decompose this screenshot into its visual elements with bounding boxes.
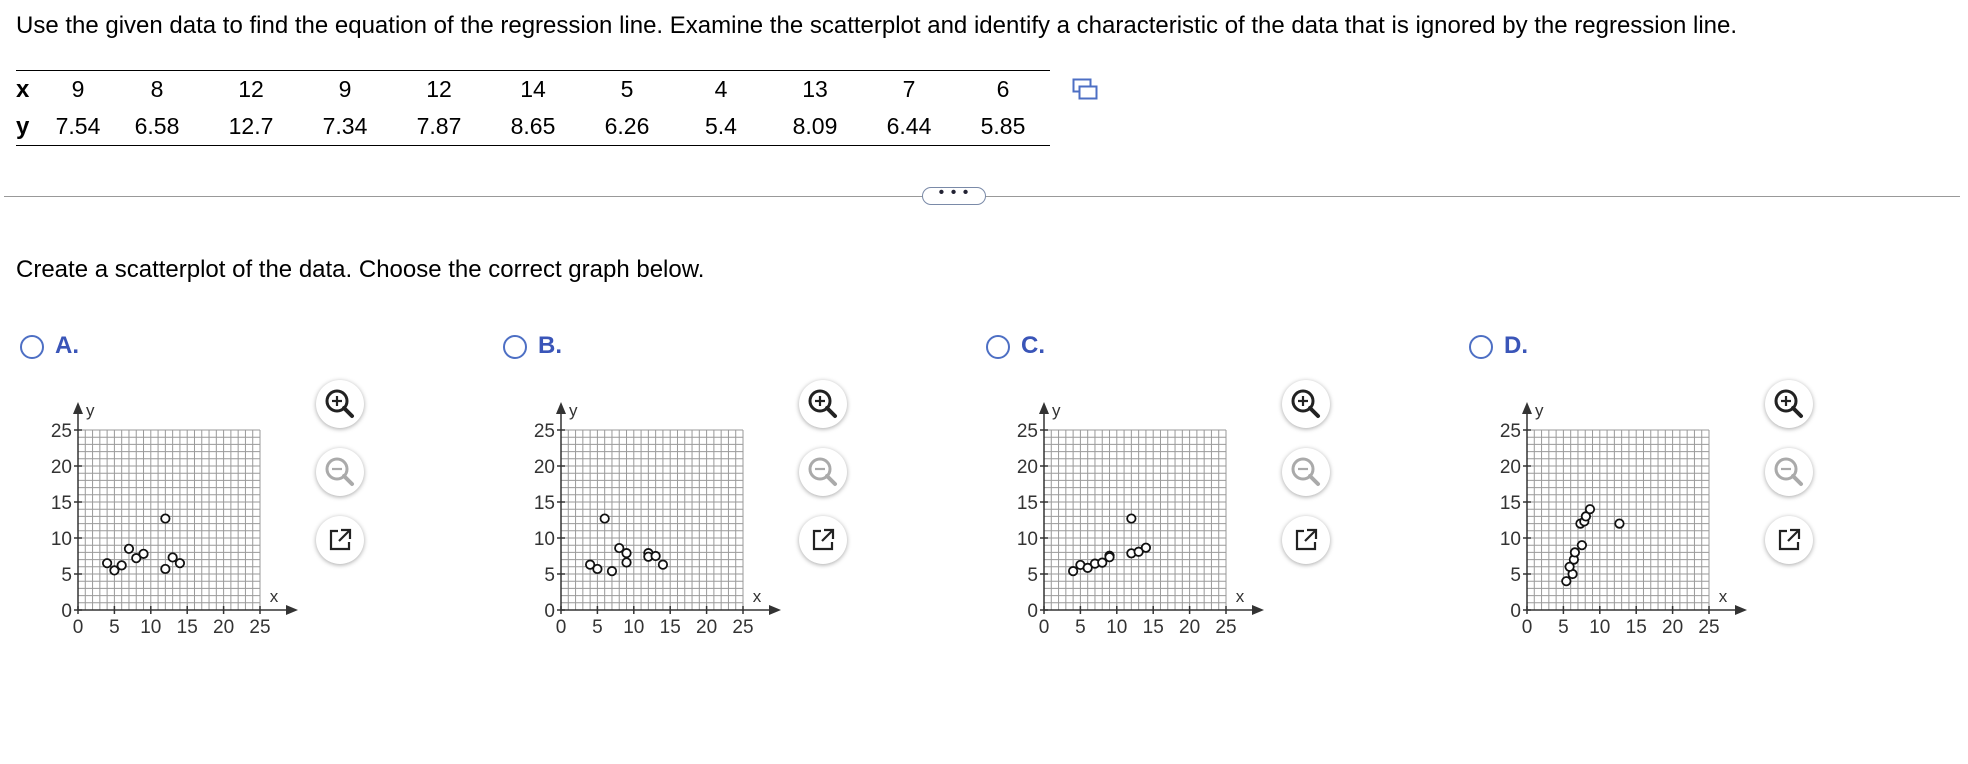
x-tick-label: 5 bbox=[1075, 617, 1086, 638]
cell-x: 9 bbox=[338, 76, 352, 102]
zoom-in-icon bbox=[799, 380, 847, 428]
option-a-zoom-out-button[interactable] bbox=[316, 448, 364, 496]
x-axis-arrow bbox=[1252, 605, 1264, 615]
cell-x: 6 bbox=[996, 76, 1010, 102]
option-a-popout-button[interactable] bbox=[316, 516, 364, 564]
zoom-in-icon bbox=[316, 380, 364, 428]
cell-x: 9 bbox=[71, 76, 85, 102]
y-tick-label: 5 bbox=[544, 565, 555, 586]
option-d-zoom-out-button[interactable] bbox=[1765, 448, 1813, 496]
x-tick-label: 20 bbox=[1662, 617, 1684, 638]
option-b-popout-button[interactable] bbox=[799, 516, 847, 564]
data-point bbox=[125, 545, 133, 553]
y-tick-label: 25 bbox=[533, 421, 555, 442]
cell-y: 5.4 bbox=[705, 113, 737, 139]
option-c-zoom-in-button[interactable] bbox=[1282, 380, 1330, 428]
y-axis-arrow bbox=[1522, 402, 1532, 414]
y-tick-label: 10 bbox=[1499, 529, 1521, 550]
x-tick-label: 15 bbox=[176, 617, 198, 638]
option-d bbox=[1465, 330, 1945, 650]
y-tick-label: 0 bbox=[61, 601, 72, 622]
copy-table-icon[interactable] bbox=[1072, 78, 1098, 100]
cell-y: 7.34 bbox=[322, 113, 368, 139]
popout-icon bbox=[1282, 516, 1330, 564]
y-tick-label: 0 bbox=[544, 601, 555, 622]
option-a-scatterplot bbox=[16, 374, 316, 638]
row-label-y: y bbox=[16, 112, 30, 140]
x-tick-label: 15 bbox=[1142, 617, 1164, 638]
data-point bbox=[1586, 505, 1594, 513]
option-d-zoom-in-button[interactable] bbox=[1765, 380, 1813, 428]
cell-x: 14 bbox=[520, 76, 546, 102]
x-tick-label: 5 bbox=[109, 617, 120, 638]
data-point bbox=[117, 561, 125, 569]
x-tick-label: 20 bbox=[1179, 617, 1201, 638]
x-axis-label: x bbox=[1718, 587, 1728, 606]
option-b bbox=[499, 330, 979, 650]
y-tick-label: 5 bbox=[1510, 565, 1521, 586]
x-tick-label: 10 bbox=[623, 617, 645, 638]
table-row-y bbox=[16, 108, 1050, 146]
popout-icon bbox=[1765, 516, 1813, 564]
data-point bbox=[608, 567, 616, 575]
y-axis-arrow bbox=[556, 402, 566, 414]
x-tick-label: 25 bbox=[1215, 617, 1237, 638]
cell-y: 6.58 bbox=[134, 113, 180, 139]
x-tick-label: 10 bbox=[1106, 617, 1128, 638]
y-tick-label: 10 bbox=[533, 529, 555, 550]
zoom-out-icon bbox=[1282, 448, 1330, 496]
x-tick-label: 20 bbox=[213, 617, 235, 638]
cell-y: 7.87 bbox=[416, 113, 462, 139]
x-axis-arrow bbox=[769, 605, 781, 615]
expand-more-button[interactable]: • • • bbox=[922, 187, 986, 205]
data-point bbox=[168, 553, 176, 561]
data-point bbox=[622, 549, 630, 557]
instruction-text: Use the given data to find the equation of the regression line. Examine the scatterplot and identify a characteristic of the data that is ignored by the regression line. bbox=[16, 12, 1738, 39]
y-axis-label: y bbox=[1052, 401, 1061, 420]
option-c-scatterplot bbox=[982, 374, 1282, 638]
y-tick-label: 0 bbox=[1027, 601, 1038, 622]
row-label-x: x bbox=[16, 75, 30, 103]
data-point bbox=[1562, 577, 1570, 585]
x-tick-label: 10 bbox=[140, 617, 162, 638]
y-tick-label: 0 bbox=[1510, 601, 1521, 622]
option-b-zoom-out-button[interactable] bbox=[799, 448, 847, 496]
data-point bbox=[651, 552, 659, 560]
x-tick-label: 25 bbox=[249, 617, 271, 638]
x-tick-label: 0 bbox=[1521, 617, 1533, 638]
y-tick-label: 5 bbox=[1027, 565, 1038, 586]
y-tick-label: 25 bbox=[1499, 421, 1521, 442]
popout-icon bbox=[799, 516, 847, 564]
y-tick-label: 20 bbox=[50, 457, 72, 478]
data-point bbox=[1069, 567, 1077, 575]
y-axis-arrow bbox=[1039, 402, 1049, 414]
zoom-out-icon bbox=[799, 448, 847, 496]
x-tick-label: 20 bbox=[696, 617, 718, 638]
x-tick-label: 5 bbox=[1558, 617, 1569, 638]
option-c-popout-button[interactable] bbox=[1282, 516, 1330, 564]
table-row-x bbox=[16, 71, 1050, 109]
x-tick-label: 5 bbox=[592, 617, 603, 638]
data-point bbox=[600, 514, 608, 522]
data-point bbox=[659, 560, 667, 568]
cell-y: 5.85 bbox=[980, 113, 1026, 139]
x-tick-label: 25 bbox=[732, 617, 754, 638]
option-b-zoom-in-button[interactable] bbox=[799, 380, 847, 428]
data-point bbox=[1142, 544, 1150, 552]
zoom-out-icon bbox=[316, 448, 364, 496]
cell-x: 7 bbox=[902, 76, 916, 102]
y-tick-label: 20 bbox=[1499, 457, 1521, 478]
option-b-radio[interactable] bbox=[503, 335, 527, 359]
y-tick-label: 15 bbox=[533, 493, 555, 514]
option-d-scatterplot bbox=[1465, 374, 1765, 638]
data-point bbox=[176, 559, 184, 567]
y-tick-label: 25 bbox=[50, 421, 72, 442]
x-tick-label: 25 bbox=[1698, 617, 1720, 638]
data-point bbox=[593, 565, 601, 573]
option-c-label[interactable]: C. bbox=[1021, 332, 1045, 359]
data-point bbox=[1105, 553, 1113, 561]
cell-y: 7.54 bbox=[55, 113, 101, 139]
y-tick-label: 20 bbox=[1016, 457, 1038, 478]
data-point bbox=[1127, 514, 1135, 522]
question-prompt: Create a scatterplot of the data. Choose the correct graph below. bbox=[16, 256, 705, 283]
x-tick-label: 0 bbox=[72, 617, 84, 638]
y-axis-label: y bbox=[1535, 401, 1544, 420]
cell-x: 12 bbox=[426, 76, 452, 102]
y-tick-label: 10 bbox=[50, 529, 72, 550]
y-tick-label: 10 bbox=[1016, 529, 1038, 550]
cell-y: 8.09 bbox=[792, 113, 838, 139]
x-axis-label: x bbox=[269, 587, 279, 606]
y-axis-arrow bbox=[73, 402, 83, 414]
data-point bbox=[103, 559, 111, 567]
y-tick-label: 15 bbox=[1016, 493, 1038, 514]
y-axis-label: y bbox=[569, 401, 578, 420]
zoom-in-icon bbox=[1282, 380, 1330, 428]
data-point bbox=[161, 514, 169, 522]
option-b-scatterplot bbox=[499, 374, 799, 638]
y-tick-label: 15 bbox=[1499, 493, 1521, 514]
popout-icon bbox=[316, 516, 364, 564]
data-table bbox=[16, 70, 1050, 146]
zoom-out-icon bbox=[1765, 448, 1813, 496]
x-tick-label: 15 bbox=[1625, 617, 1647, 638]
x-tick-label: 0 bbox=[1038, 617, 1050, 638]
option-a-label[interactable]: A. bbox=[55, 332, 79, 359]
x-axis-label: x bbox=[1235, 587, 1245, 606]
option-d-popout-button[interactable] bbox=[1765, 516, 1813, 564]
data-point bbox=[1571, 548, 1579, 556]
y-tick-label: 5 bbox=[61, 565, 72, 586]
data-point bbox=[1578, 541, 1586, 549]
option-d-label[interactable]: D. bbox=[1504, 332, 1528, 359]
cell-x: 5 bbox=[620, 76, 634, 102]
cell-x: 12 bbox=[238, 76, 264, 102]
option-c-zoom-out-button[interactable] bbox=[1282, 448, 1330, 496]
cell-y: 6.26 bbox=[604, 113, 650, 139]
x-tick-label: 0 bbox=[555, 617, 567, 638]
x-tick-label: 15 bbox=[659, 617, 681, 638]
y-tick-label: 25 bbox=[1016, 421, 1038, 442]
cell-x: 13 bbox=[802, 76, 828, 102]
option-a bbox=[16, 330, 496, 650]
data-point bbox=[1615, 519, 1623, 527]
data-point bbox=[622, 558, 630, 566]
x-axis-arrow bbox=[286, 605, 298, 615]
option-d-radio[interactable] bbox=[1469, 335, 1493, 359]
cell-y: 8.65 bbox=[510, 113, 556, 139]
y-tick-label: 20 bbox=[533, 457, 555, 478]
cell-y: 12.7 bbox=[228, 113, 274, 139]
x-axis-arrow bbox=[1735, 605, 1747, 615]
x-axis-label: x bbox=[752, 587, 762, 606]
y-axis-label: y bbox=[86, 401, 95, 420]
cell-y: 6.44 bbox=[886, 113, 932, 139]
option-a-zoom-in-button[interactable] bbox=[316, 380, 364, 428]
option-c-radio[interactable] bbox=[986, 335, 1010, 359]
option-c bbox=[982, 330, 1462, 650]
x-tick-label: 10 bbox=[1589, 617, 1611, 638]
cell-x: 4 bbox=[714, 76, 728, 102]
option-b-label[interactable]: B. bbox=[538, 332, 562, 359]
option-a-radio[interactable] bbox=[20, 335, 44, 359]
data-point bbox=[139, 550, 147, 558]
zoom-in-icon bbox=[1765, 380, 1813, 428]
data-point bbox=[161, 565, 169, 573]
cell-x: 8 bbox=[150, 76, 164, 102]
y-tick-label: 15 bbox=[50, 493, 72, 514]
